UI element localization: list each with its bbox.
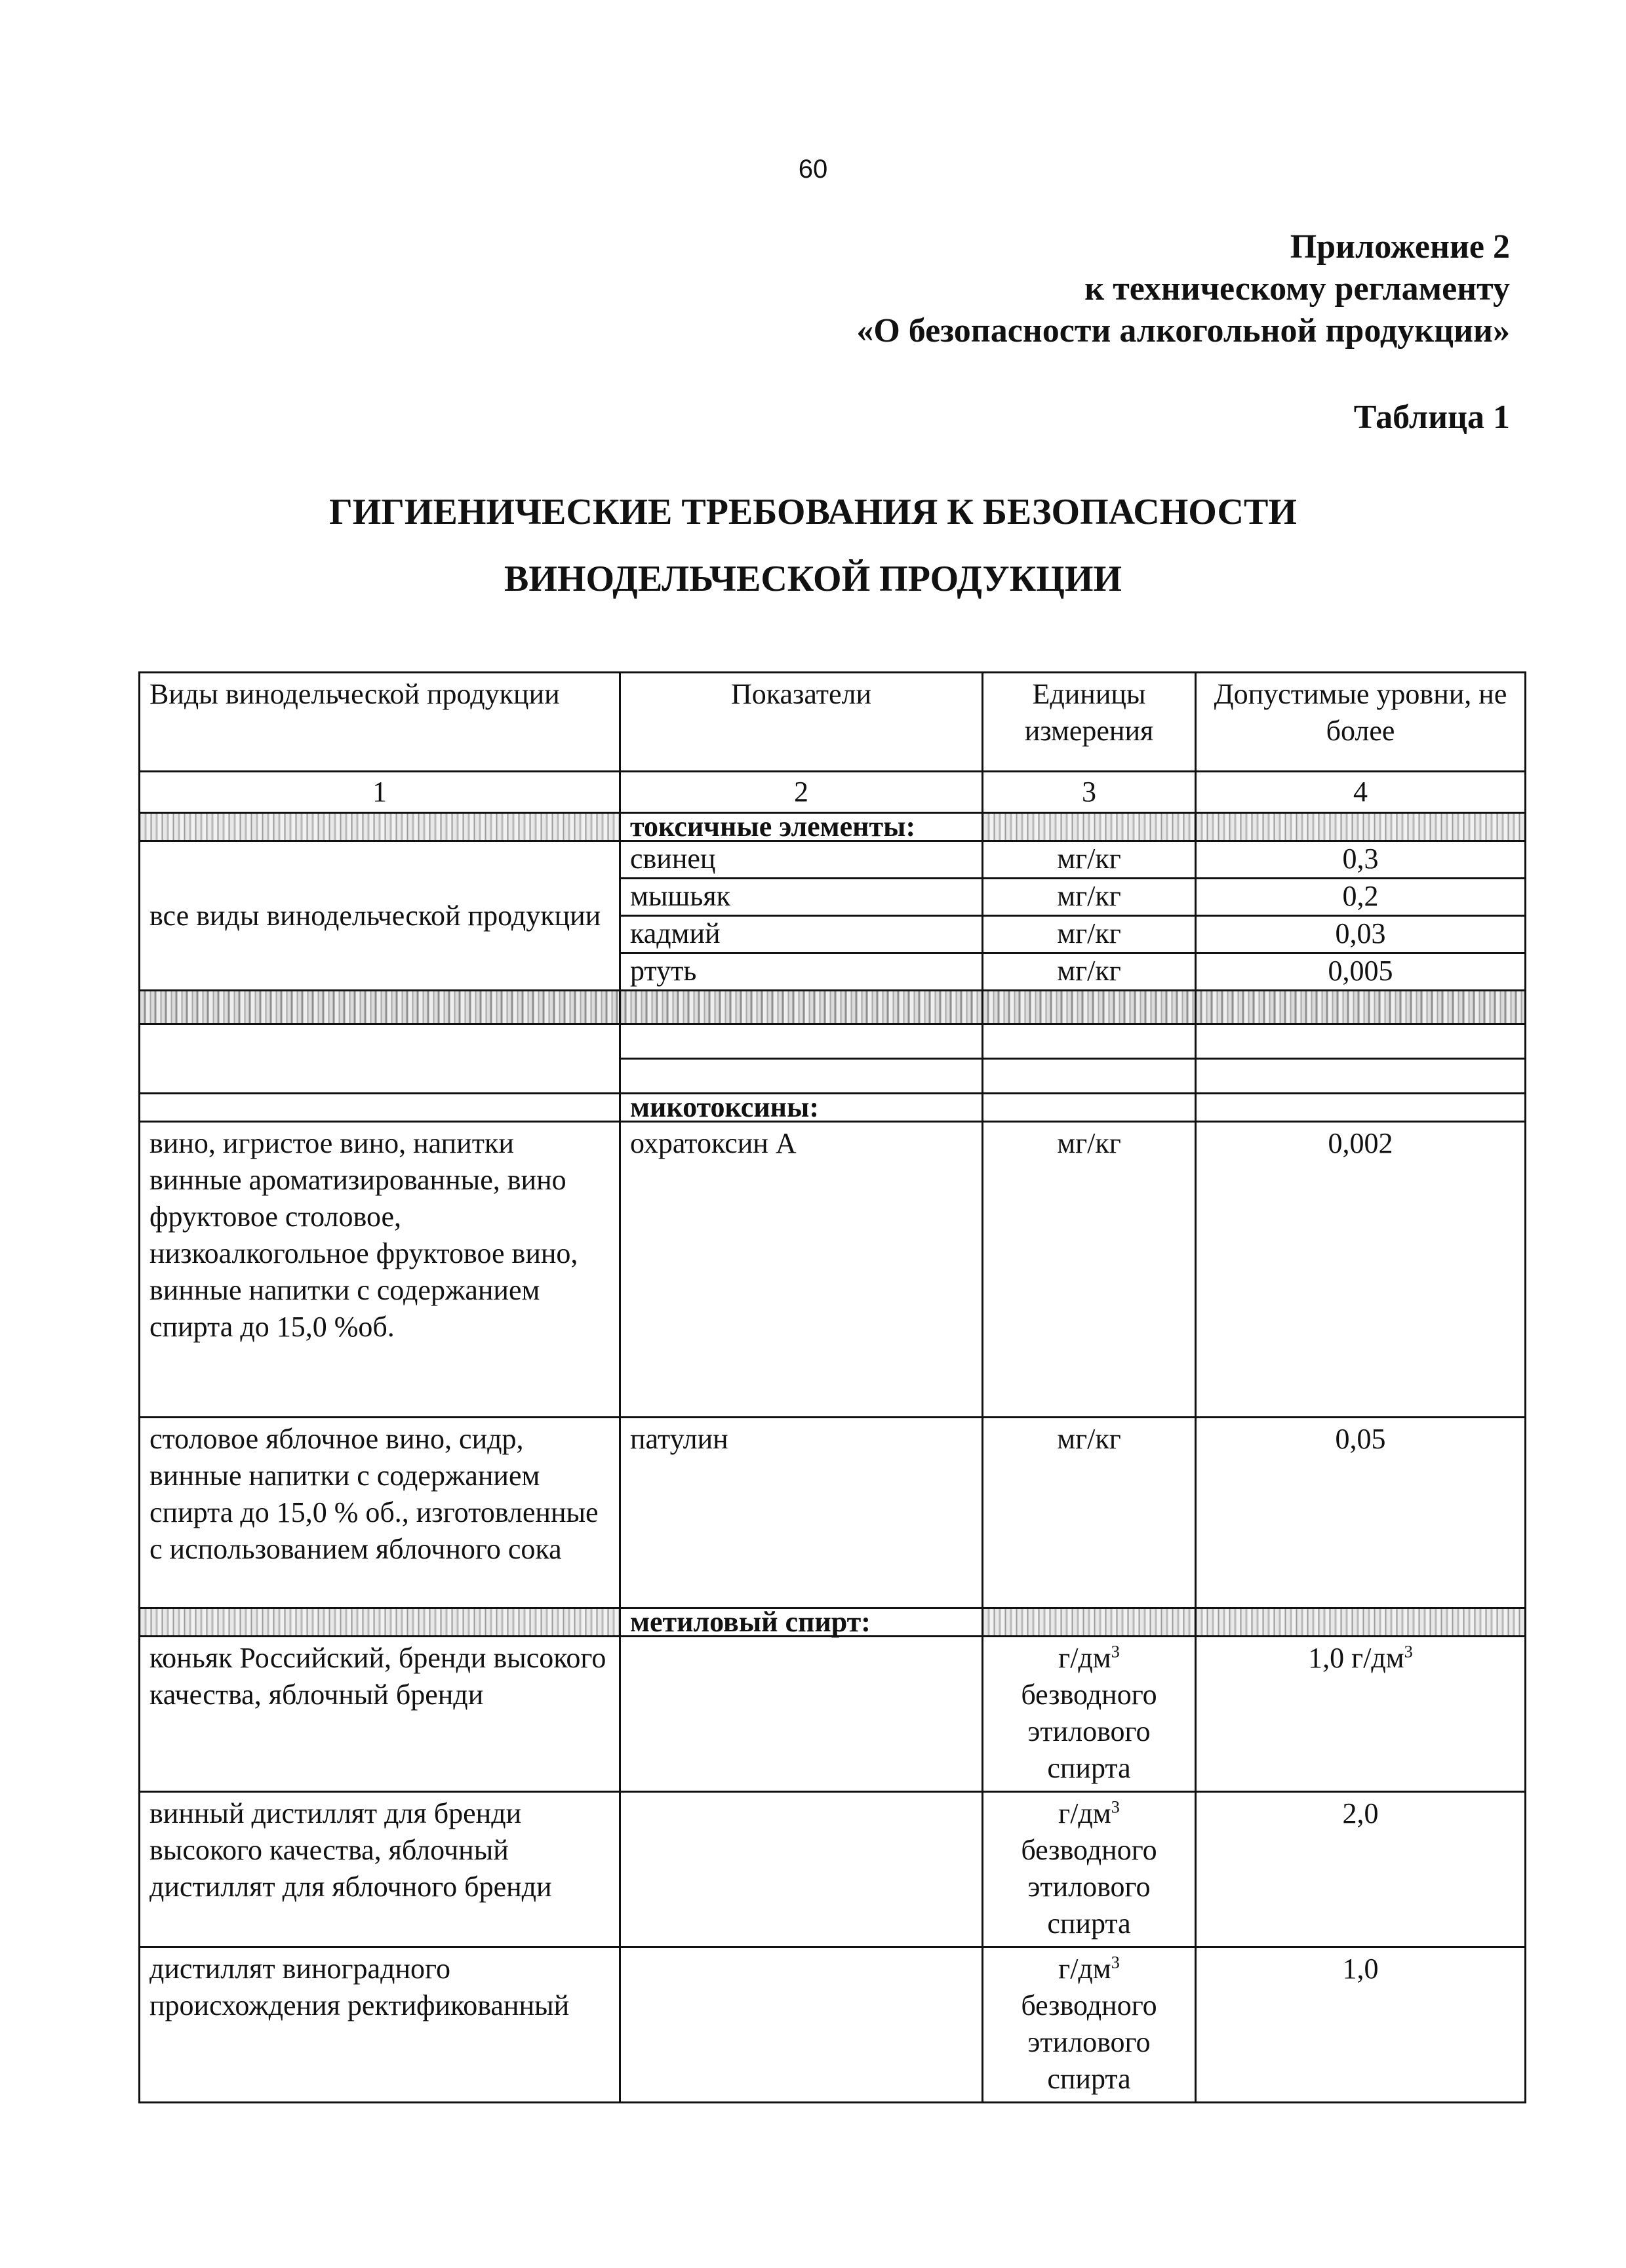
- header-indicators: Показатели: [620, 673, 983, 772]
- indicator-cell: охратоксин А: [620, 1122, 983, 1418]
- shaded-cell: [983, 813, 1196, 841]
- table-number: Таблица 1: [1353, 399, 1510, 436]
- title-line-2: ВИНОДЕЛЬЧЕСКОЙ ПРОДУКЦИИ: [504, 559, 1122, 599]
- unit-cell: мг/кг: [983, 841, 1196, 879]
- table-row: [140, 1792, 1526, 1947]
- column-number-2: 2: [620, 772, 983, 813]
- shaded-cell: [983, 1608, 1196, 1637]
- product-cell: винный дистиллят для бренди высокого качества, яблочный дистиллят для яблочного бренди: [140, 1792, 620, 1947]
- unit-rest: безводного этилового спирта: [1021, 1679, 1157, 1784]
- shaded-cell: [140, 1608, 620, 1637]
- table-row: [140, 1418, 1526, 1608]
- header-product-types: Виды винодельческой продукции: [140, 673, 620, 772]
- product-cell: столовое яблочное вино, сидр, винные напитки с содержанием спирта до 15,0 % об., изготовленные с использованием яблочного сока: [140, 1418, 620, 1608]
- appendix-line-2: к техническому регламенту: [1084, 270, 1510, 308]
- table-row: [140, 1637, 1526, 1792]
- document-title: [0, 479, 1626, 612]
- group-label-methanol: метиловый спирт:: [620, 1608, 983, 1637]
- indicator-cell: [620, 1637, 983, 1792]
- column-number-1: 1: [140, 772, 620, 813]
- group-row-toxic: [140, 813, 1526, 841]
- unit-main: г/дм: [1058, 1797, 1111, 1829]
- level-cell: [1196, 1947, 1526, 2103]
- unit-exponent: 3: [1111, 1797, 1120, 1817]
- shaded-cell: [1196, 1608, 1526, 1637]
- level-value: 1,0: [1342, 1953, 1379, 1985]
- appendix-line-1: Приложение 2: [1290, 228, 1510, 266]
- indicator-cell: [620, 1792, 983, 1947]
- column-number-3: 3: [983, 772, 1196, 813]
- group-label-mycotoxins: микотоксины:: [620, 1094, 983, 1122]
- indicator-cell: патулин: [620, 1418, 983, 1608]
- product-cell: вино, игристое вино, напитки винные ароматизированные, вино фруктовое столовое, низкоалкогольное фруктовое вино, винные напитки с содержанием спирта до 15,0 %об.: [140, 1122, 620, 1418]
- unit-cell: [983, 1947, 1196, 2103]
- appendix-line-3: «О безопасности алкогольной продукции»: [856, 312, 1510, 349]
- title-line-1: ГИГИЕНИЧЕСКИЕ ТРЕБОВАНИЯ К БЕЗОПАСНОСТИ: [329, 492, 1297, 532]
- unit-cell: [983, 1637, 1196, 1792]
- level-cell: 0,03: [1196, 916, 1526, 953]
- requirements-table: [138, 671, 1526, 2103]
- level-value: 1,0 г/дм: [1308, 1642, 1404, 1674]
- product-cell: дистиллят виноградного происхождения ректификованный: [140, 1947, 620, 2103]
- group-row-methanol: [140, 1608, 1526, 1637]
- unit-exponent: 3: [1111, 1952, 1120, 1972]
- table-header-row: [140, 673, 1526, 772]
- column-number-4: 4: [1196, 772, 1526, 813]
- unit-cell: мг/кг: [983, 1122, 1196, 1418]
- header-permissible-levels: Допустимые уровни, не более: [1196, 673, 1526, 772]
- indicator-cell: [620, 1947, 983, 2103]
- level-cell: [1196, 1637, 1526, 1792]
- level-cell: [1196, 1792, 1526, 1947]
- unit-cell: мг/кг: [983, 1418, 1196, 1608]
- product-cell-all: все виды винодельческой продукции: [140, 841, 620, 991]
- column-number-row: [140, 772, 1526, 813]
- blank-row: [140, 1024, 1526, 1059]
- level-cell: 0,05: [1196, 1418, 1526, 1608]
- unit-exponent: 3: [1111, 1641, 1120, 1661]
- product-cell: коньяк Российский, бренди высокого качества, яблочный бренди: [140, 1637, 620, 1792]
- table-row: [140, 1122, 1526, 1418]
- group-label-toxic: токсичные элементы:: [620, 813, 983, 841]
- unit-main: г/дм: [1058, 1642, 1111, 1674]
- unit-rest: безводного этилового спирта: [1021, 1989, 1157, 2095]
- table-row: [140, 1947, 1526, 2103]
- shaded-cell: [140, 813, 620, 841]
- shaded-row: [140, 991, 1526, 1024]
- level-cell: 0,002: [1196, 1122, 1526, 1418]
- unit-cell: мг/кг: [983, 953, 1196, 991]
- indicator-cell: мышьяк: [620, 879, 983, 916]
- level-exponent: 3: [1404, 1641, 1413, 1661]
- unit-cell: [983, 1792, 1196, 1947]
- level-cell: 0,2: [1196, 879, 1526, 916]
- unit-cell: мг/кг: [983, 916, 1196, 953]
- group-row-mycotoxins: [140, 1094, 1526, 1122]
- page-number: 60: [798, 155, 828, 184]
- unit-rest: безводного этилового спирта: [1021, 1834, 1157, 1940]
- header-units: Единицы измерения: [983, 673, 1196, 772]
- shaded-cell: [1196, 813, 1526, 841]
- level-cell: 0,3: [1196, 841, 1526, 879]
- level-cell: 0,005: [1196, 953, 1526, 991]
- level-value: 2,0: [1342, 1797, 1379, 1829]
- appendix-heading: [856, 226, 1510, 352]
- indicator-cell: ртуть: [620, 953, 983, 991]
- table-row: [140, 841, 1526, 879]
- unit-cell: мг/кг: [983, 879, 1196, 916]
- indicator-cell: кадмий: [620, 916, 983, 953]
- unit-main: г/дм: [1058, 1953, 1111, 1985]
- indicator-cell: свинец: [620, 841, 983, 879]
